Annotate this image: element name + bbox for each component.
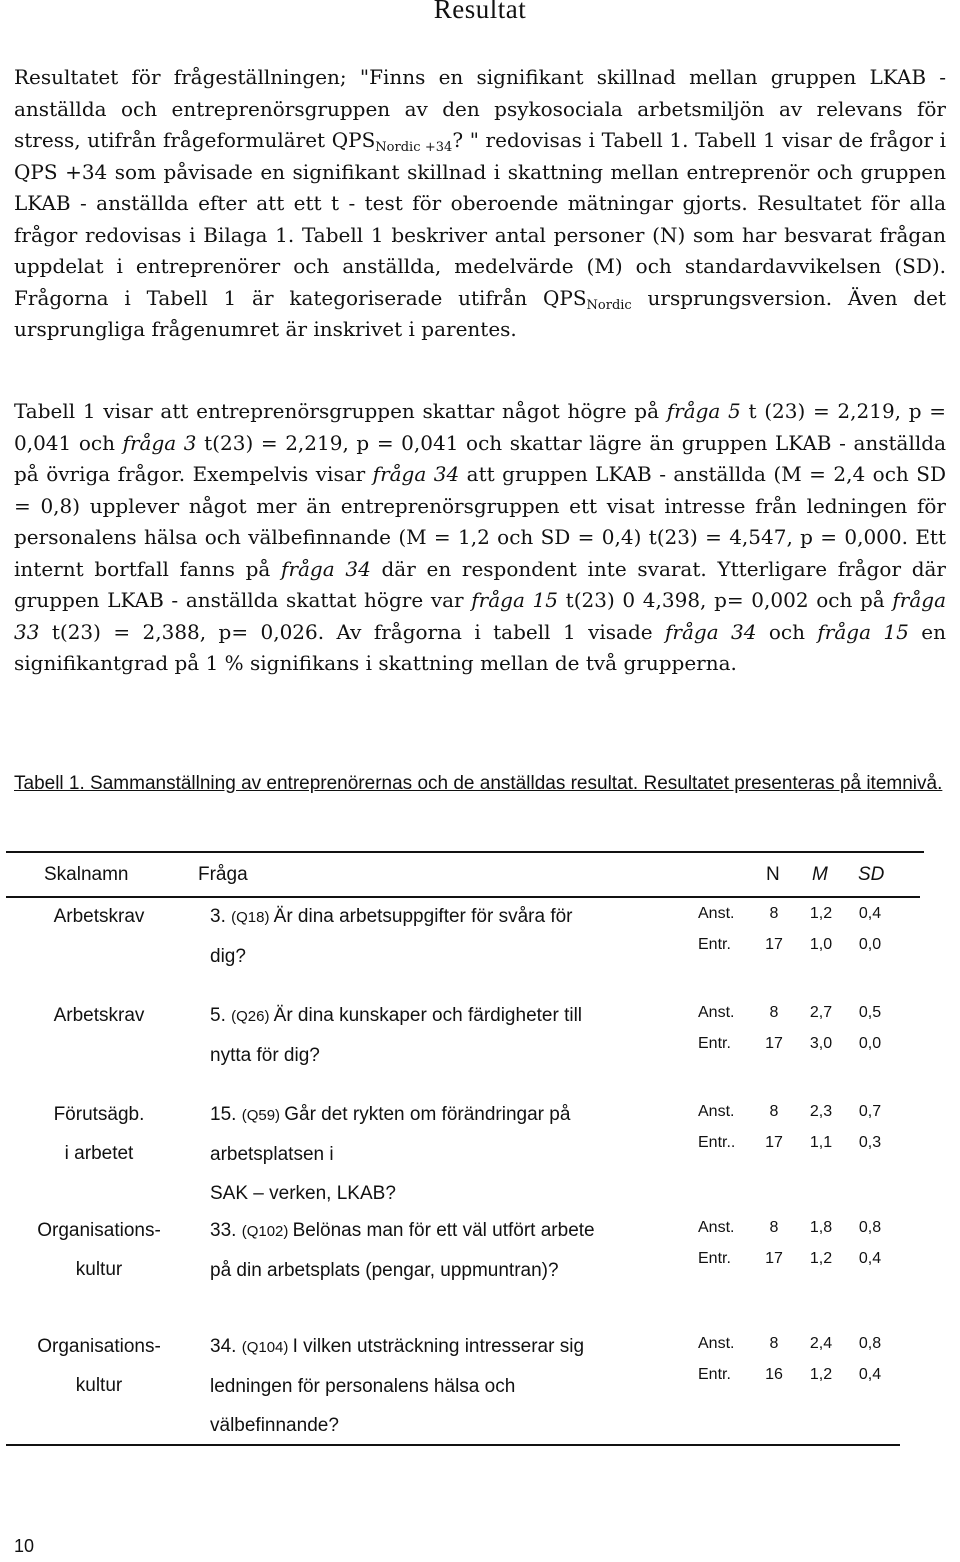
question-line bbox=[210, 1327, 680, 1367]
value-n: 17 bbox=[765, 936, 783, 953]
scale-line: Organisations- bbox=[37, 1336, 161, 1357]
group-label: Entr. bbox=[698, 1250, 731, 1267]
paragraph-results: Tabell 1 visar att entreprenörsgruppen skattar något högre på fråga 5 t (23) = 2,219, p = 0,041 och fråga 3 t(23) = 2,219, p = 0,041 och skattar lägre än gruppen LKAB - anställda på övriga frågor. Exempelvis visar fråga 34 att gruppen LKAB - anställda (M = 2,4 och SD = 0,8) upplever något mer än entreprenörsgruppen ett visat intresse från ledningen för personalens hälsa och välbefinnande (M = 1,2 och SD = 0,4) t(23) = 4,547, p = 0,000. Ett internt bortfall fanns på fråga 34 där en respondent inte svarat. Ytterligare frågor där gruppen LKAB - anställda skattat högre var fråga 15 t(23) 0 4,398, p= 0,002 och på fråga 33 t(23) = 2,388, p= 0,026. Av frågorna i tabell 1 visade fråga 34 och fråga 15 en signifikantgrad på 1 % signifikans i skattning mellan de två grupperna. bbox=[14, 399, 947, 675]
header-m: M bbox=[812, 864, 828, 885]
value-sd: 0,7 bbox=[858, 1103, 882, 1120]
header-scale: Skalnamn bbox=[44, 864, 129, 885]
question-text: I vilken utsträckning intresserar sig bbox=[292, 1336, 585, 1357]
group-label: Entr. bbox=[698, 1366, 731, 1383]
table-top-rule bbox=[6, 851, 924, 853]
page-title: Resultat bbox=[433, 0, 527, 24]
value-m: 1,8 bbox=[809, 1219, 833, 1236]
scale-line: Förutsägb. bbox=[53, 1104, 145, 1125]
value-m: 2,3 bbox=[809, 1103, 833, 1120]
page-number: 10 bbox=[14, 1536, 35, 1556]
value-sd: 0,8 bbox=[858, 1219, 882, 1236]
question-text: Är dina arbetsuppgifter för svåra för bbox=[273, 906, 573, 927]
value-n: 16 bbox=[765, 1366, 783, 1383]
question-text: ledningen för personalens hälsa och bbox=[210, 1376, 516, 1397]
question-line bbox=[210, 1367, 680, 1406]
question-line bbox=[210, 1135, 680, 1174]
value-sd: 0,4 bbox=[858, 905, 882, 922]
value-n: 8 bbox=[769, 1004, 779, 1021]
value-sd: 0,4 bbox=[858, 1366, 882, 1383]
table-cell-scale bbox=[0, 1211, 198, 1289]
question-number: 15. bbox=[210, 1104, 242, 1125]
group-label: Entr.. bbox=[698, 1134, 736, 1151]
value-m: 1,2 bbox=[809, 905, 833, 922]
table-cell-scale bbox=[0, 996, 198, 1035]
question-text: SAK – verken, LKAB? bbox=[210, 1183, 396, 1204]
value-n: 8 bbox=[769, 1219, 779, 1236]
value-sd: 0,5 bbox=[858, 1004, 882, 1021]
value-n: 8 bbox=[769, 905, 779, 922]
question-code: (Q26) bbox=[231, 1008, 274, 1025]
value-m: 2,7 bbox=[809, 1004, 833, 1021]
table-cell-scale bbox=[0, 1095, 198, 1173]
scale-line: i arbetet bbox=[64, 1143, 134, 1164]
question-text: dig? bbox=[210, 946, 246, 967]
question-line bbox=[210, 1036, 680, 1075]
value-n: 17 bbox=[765, 1134, 783, 1151]
value-sd: 0,8 bbox=[858, 1335, 882, 1352]
header-n: N bbox=[766, 864, 780, 885]
group-label: Anst. bbox=[698, 1103, 735, 1120]
question-line bbox=[210, 1211, 680, 1251]
value-m: 2,4 bbox=[809, 1335, 833, 1352]
value-n: 8 bbox=[769, 1103, 779, 1120]
question-text: Belönas man för ett väl utfört arbete bbox=[292, 1220, 595, 1241]
question-text: på din arbetsplats (pengar, uppmuntran)? bbox=[210, 1260, 559, 1281]
question-code: (Q18) bbox=[231, 909, 274, 926]
scale-line: kultur bbox=[75, 1375, 123, 1396]
group-label: Anst. bbox=[698, 905, 735, 922]
scale-line: Organisations- bbox=[37, 1220, 161, 1241]
question-number: 5. bbox=[210, 1005, 232, 1026]
question-number: 3. bbox=[210, 906, 232, 927]
header-sd: SD bbox=[858, 864, 885, 885]
value-sd: 0,3 bbox=[858, 1134, 882, 1151]
question-code: (Q104) bbox=[241, 1339, 293, 1356]
question-text: nytta för dig? bbox=[210, 1045, 320, 1066]
question-number: 33. bbox=[210, 1220, 242, 1241]
question-code: (Q102) bbox=[241, 1223, 293, 1240]
group-label: Anst. bbox=[698, 1219, 735, 1236]
group-label: Anst. bbox=[698, 1335, 735, 1352]
table-cell-question bbox=[210, 897, 680, 976]
value-m: 1,2 bbox=[809, 1366, 833, 1383]
scale-line: kultur bbox=[75, 1259, 123, 1280]
group-label: Anst. bbox=[698, 1004, 735, 1021]
header-question: Fråga bbox=[198, 864, 248, 885]
value-m: 1,0 bbox=[809, 936, 833, 953]
question-line bbox=[210, 1095, 680, 1135]
value-m: 3,0 bbox=[809, 1035, 833, 1052]
table-cell-question bbox=[210, 1211, 680, 1290]
question-line bbox=[210, 1174, 680, 1213]
question-code: (Q59) bbox=[241, 1107, 285, 1124]
table-bottom-rule bbox=[6, 1444, 900, 1446]
table-cell-question bbox=[210, 996, 680, 1075]
group-label: Entr. bbox=[698, 936, 731, 953]
question-text: Är dina kunskaper och färdigheter till bbox=[273, 1005, 583, 1026]
value-sd: 0,0 bbox=[858, 1035, 882, 1052]
question-line bbox=[210, 1251, 680, 1290]
value-m: 1,2 bbox=[809, 1250, 833, 1267]
table-cell-scale bbox=[0, 1327, 198, 1405]
question-text: välbefinnande? bbox=[210, 1415, 339, 1436]
value-sd: 0,4 bbox=[858, 1250, 882, 1267]
value-n: 8 bbox=[769, 1335, 779, 1352]
value-n: 17 bbox=[765, 1250, 783, 1267]
table-caption: Tabell 1. Sammanställning av entreprenörernas och de anställdas resultat. Resultatet presenteras på itemnivå. bbox=[14, 773, 943, 794]
scale-line: Arbetskrav bbox=[53, 906, 145, 927]
table-cell-question bbox=[210, 1327, 680, 1445]
group-label: Entr. bbox=[698, 1035, 731, 1052]
question-line bbox=[210, 1406, 680, 1445]
scale-line: Arbetskrav bbox=[53, 1005, 145, 1026]
question-line bbox=[210, 937, 680, 976]
question-number: 34. bbox=[210, 1336, 242, 1357]
question-line bbox=[210, 897, 680, 937]
table-cell-scale bbox=[0, 897, 198, 936]
value-n: 17 bbox=[765, 1035, 783, 1052]
value-sd: 0,0 bbox=[858, 936, 882, 953]
question-text: Går det rykten om förändringar på bbox=[284, 1104, 571, 1125]
value-m: 1,1 bbox=[809, 1134, 833, 1151]
question-text: arbetsplatsen i bbox=[210, 1144, 334, 1165]
question-line bbox=[210, 996, 680, 1036]
paragraph-intro: Resultatet för frågeställningen; "Finns en signifikant skillnad mellan gruppen LKAB - anställda och entreprenörsgruppen av den psykosociala arbetsmiljön av relevans för stress, utifrån frågeformuläret $QPS_{Nordic +34}$? " redovisas i Tabell 1. Tabell 1 visar de frågor i QPS +34 som påvisade en signifikant skillnad i skattning mellan entreprenör och gruppen LKAB - anställda efter att ett t - test för oberoende mätningar gjorts. Resultatet för alla frågor redovisas i Bilaga 1. Tabell 1 beskriver antal personer (N) som har besvarat frågan uppdelat i entreprenörer och anställda, medelvärde (M) och standardavvikelsen (SD). Frågorna i Tabell 1 är kategoriserade utifrån $QPS_{Nordic}$ ursprungsversion. Även det ursprungliga frågenumret är inskrivet i parentes. bbox=[14, 65, 947, 341]
table-cell-question bbox=[210, 1095, 680, 1213]
